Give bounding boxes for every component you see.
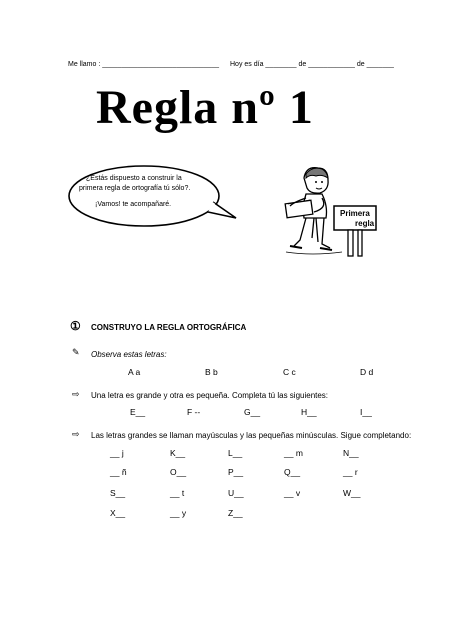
grid-cell[interactable]: __ r <box>343 467 358 477</box>
arrow-right-icon: ⇨ <box>72 389 80 399</box>
grid-cell[interactable]: __ y <box>170 508 187 518</box>
sign-line-1: Primera <box>340 209 370 218</box>
page-title: Regla nº 1 <box>96 81 314 134</box>
grid-cell[interactable]: S__ <box>110 488 126 498</box>
letter-pair: C c <box>283 367 296 377</box>
letter-pair: A a <box>128 367 141 377</box>
grid-cell[interactable]: W__ <box>343 488 361 498</box>
pencil-icon: ✎ <box>72 347 80 357</box>
grid-cell[interactable]: __ m <box>284 448 303 458</box>
grid-cell[interactable]: N__ <box>343 448 359 458</box>
grid-cell[interactable]: O__ <box>170 467 187 477</box>
grid-cell[interactable]: U__ <box>228 488 244 498</box>
grid-cell[interactable]: K__ <box>170 448 186 458</box>
complete-item[interactable]: I__ <box>360 407 372 417</box>
grid-cell[interactable]: Z__ <box>228 508 243 518</box>
speech-line-3: ¡Vamos! te acompañaré. <box>95 201 172 208</box>
date-line[interactable]: Hoy es día ________ de ____________ de _______ <box>230 61 394 68</box>
arrow-right-icon: ⇨ <box>72 429 80 439</box>
grid-cell[interactable]: __ j <box>110 448 124 458</box>
complete-item[interactable]: H__ <box>301 407 317 417</box>
grid-cell[interactable]: X__ <box>110 508 126 518</box>
section-number: ① <box>70 319 81 333</box>
speech-line-2: primera regla de ortografía tú sólo?. <box>79 185 191 192</box>
speech-line-1: ¿Estás dispuesto a construir la <box>86 175 182 182</box>
section-heading: CONSTRUYO LA REGLA ORTOGRÁFICA <box>91 323 247 332</box>
observe-instruction: Observa estas letras: <box>91 350 167 359</box>
complete-item[interactable]: G__ <box>244 407 261 417</box>
grid-cell[interactable]: __ t <box>170 488 185 498</box>
letter-pair: D d <box>360 367 374 377</box>
complete-item[interactable]: F -- <box>187 407 201 417</box>
name-line[interactable]: Me llamo : ______________________________ <box>68 61 220 68</box>
grid-cell[interactable]: L__ <box>228 448 243 458</box>
letter-pair: B b <box>205 367 218 377</box>
continue-instruction: Las letras grandes se llaman mayúsculas y las pequeñas minúsculas. Sigue completando: <box>91 431 412 440</box>
grid-cell[interactable]: Q__ <box>284 467 301 477</box>
complete-instruction: Una letra es grande y otra es pequeña. Completa tú las siguientes: <box>91 391 329 400</box>
grid-cell[interactable]: P__ <box>228 467 244 477</box>
sign-line-2: regla <box>355 219 375 228</box>
grid-cell[interactable]: __ ñ <box>110 467 127 477</box>
grid-cell[interactable]: __ v <box>284 488 301 498</box>
complete-item[interactable]: E__ <box>130 407 146 417</box>
